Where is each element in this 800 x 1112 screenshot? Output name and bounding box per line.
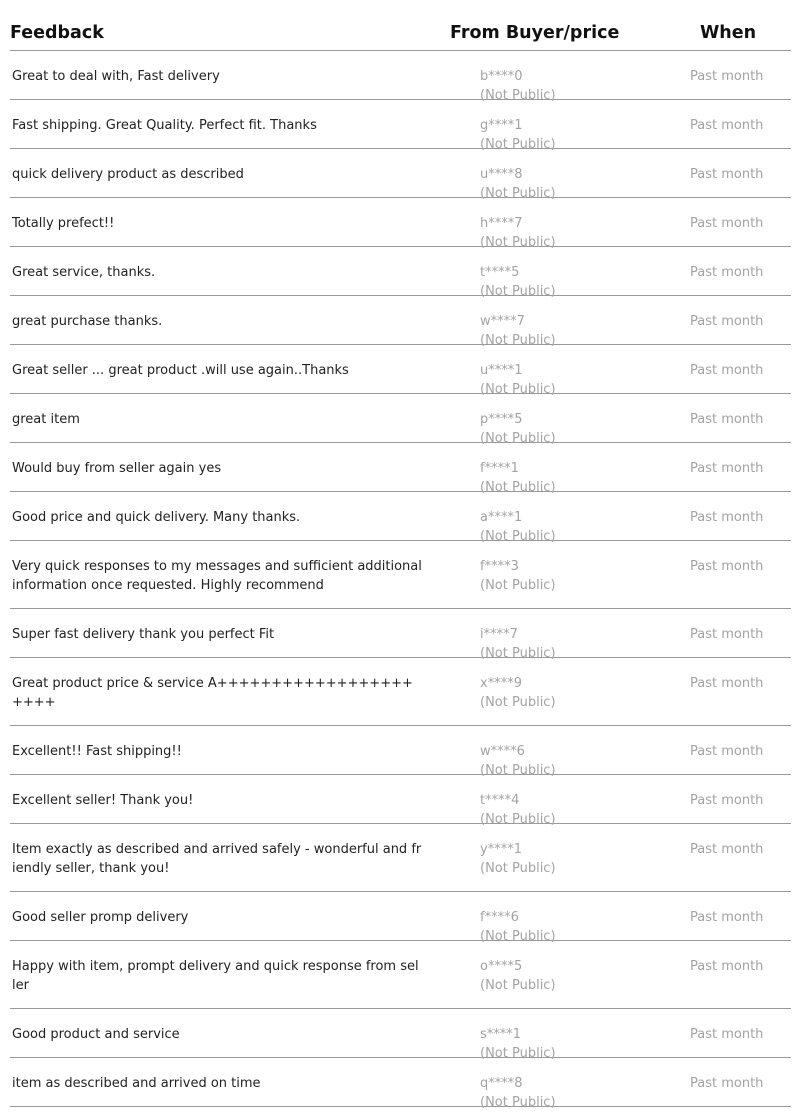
buyer-name: b****0: [480, 69, 523, 84]
feedback-text: Great product price & service A++++++++++++++++++++++: [12, 676, 413, 710]
table-row: [10, 775, 791, 827]
feedback-text: Happy with item, prompt delivery and quick response from seller: [12, 959, 419, 993]
buyer-cell: [480, 1074, 556, 1112]
table-row: [10, 492, 791, 544]
buyer-visibility: (Not Public): [480, 284, 556, 299]
feedback-date: Past month: [690, 910, 764, 925]
feedback-date: Past month: [690, 676, 764, 691]
buyer-visibility: (Not Public): [480, 431, 556, 446]
buyer-visibility: (Not Public): [480, 646, 556, 661]
feedback-text: Good seller promp delivery: [12, 910, 189, 925]
table-row: [10, 51, 791, 103]
buyer-visibility: (Not Public): [480, 763, 556, 778]
buyer-visibility: (Not Public): [480, 1046, 556, 1061]
feedback-text: quick delivery product as described: [12, 167, 244, 182]
feedback-text: Excellent seller! Thank you!: [12, 793, 194, 808]
buyer-cell: [480, 957, 556, 995]
feedback-text: item as described and arrived on time: [12, 1076, 261, 1091]
feedback-text: Great seller ... great product .will use again..Thanks: [12, 363, 349, 378]
buyer-visibility: (Not Public): [480, 529, 556, 544]
table-header: [10, 0, 791, 51]
buyer-visibility: (Not Public): [480, 88, 556, 103]
buyer-visibility: (Not Public): [480, 186, 556, 201]
feedback-date: Past month: [690, 793, 764, 808]
table-row: [10, 824, 791, 892]
feedback-text: Totally prefect!!: [12, 216, 115, 231]
feedback-text: great purchase thanks.: [12, 314, 163, 329]
feedback-text: Would buy from seller again yes: [12, 461, 222, 476]
buyer-name: o****5: [480, 959, 523, 974]
table-row: [10, 609, 791, 661]
feedback-date: Past month: [690, 167, 764, 182]
buyer-name: u****1: [480, 363, 523, 378]
feedback-text: great item: [12, 412, 80, 427]
buyer-name: p****5: [480, 412, 523, 427]
feedback-text: Great to deal with, Fast delivery: [12, 69, 220, 84]
feedback-table: [10, 0, 791, 1110]
when-column-header: When: [700, 23, 757, 43]
feedback-text: Great service, thanks.: [12, 265, 156, 280]
table-row: [10, 345, 791, 397]
feedback-date: Past month: [690, 216, 764, 231]
feedback-text: Excellent!! Fast shipping!!: [12, 744, 182, 759]
buyer-cell: [480, 557, 556, 595]
buyer-name: f****6: [480, 910, 519, 925]
buyer-cell: [480, 674, 556, 712]
buyer-visibility: (Not Public): [480, 235, 556, 250]
table-row: [10, 394, 791, 446]
buyer-visibility: (Not Public): [480, 695, 556, 710]
buyer-cell: [480, 840, 556, 878]
from-buyer-column-header: From Buyer/price: [450, 23, 620, 43]
feedback-date: Past month: [690, 510, 764, 525]
table-row: [10, 198, 791, 250]
feedback-text: Very quick responses to my messages and sufficient additional information once requested. Highly recommend: [12, 559, 422, 593]
table-row: [10, 541, 791, 609]
buyer-name: w****7: [480, 314, 525, 329]
buyer-name: f****3: [480, 559, 519, 574]
buyer-name: a****1: [480, 510, 523, 525]
feedback-text: Item exactly as described and arrived safely - wonderful and friendly seller, thank you!: [12, 842, 422, 876]
buyer-name: u****8: [480, 167, 523, 182]
feedback-date: Past month: [690, 1027, 764, 1042]
buyer-visibility: (Not Public): [480, 812, 556, 827]
buyer-name: g****1: [480, 118, 523, 133]
feedback-date: Past month: [690, 363, 764, 378]
table-row: [10, 149, 791, 201]
buyer-name: s****1: [480, 1027, 522, 1042]
table-row: [10, 100, 791, 152]
buyer-visibility: (Not Public): [480, 1095, 556, 1110]
buyer-name: x****9: [480, 676, 522, 691]
buyer-visibility: (Not Public): [480, 929, 556, 944]
feedback-date: Past month: [690, 627, 764, 642]
feedback-date: Past month: [690, 559, 764, 574]
buyer-name: t****4: [480, 793, 520, 808]
buyer-visibility: (Not Public): [480, 578, 556, 593]
table-row: [10, 941, 791, 1009]
feedback-text: Good product and service: [12, 1027, 180, 1042]
buyer-visibility: (Not Public): [480, 978, 556, 993]
buyer-name: y****1: [480, 842, 522, 857]
buyer-visibility: (Not Public): [480, 861, 556, 876]
feedback-text: Good price and quick delivery. Many thanks.: [12, 510, 301, 525]
feedback-date: Past month: [690, 744, 764, 759]
buyer-visibility: (Not Public): [480, 480, 556, 495]
feedback-date: Past month: [690, 412, 764, 427]
feedback-date: Past month: [690, 842, 764, 857]
buyer-name: i****7: [480, 627, 518, 642]
table-row: [10, 1009, 791, 1061]
feedback-date: Past month: [690, 69, 764, 84]
buyer-name: w****6: [480, 744, 525, 759]
feedback-text: Super fast delivery thank you perfect Fit: [12, 627, 275, 642]
feedback-date: Past month: [690, 1076, 764, 1091]
buyer-name: t****5: [480, 265, 520, 280]
table-row: [10, 296, 791, 348]
feedback-text: Fast shipping. Great Quality. Perfect fit. Thanks: [12, 118, 317, 133]
feedback-date: Past month: [690, 118, 764, 133]
table-row: [10, 443, 791, 495]
buyer-visibility: (Not Public): [480, 382, 556, 397]
feedback-date: Past month: [690, 959, 764, 974]
feedback-column-header: Feedback: [10, 23, 104, 43]
feedback-date: Past month: [690, 265, 764, 280]
table-row: [10, 726, 791, 778]
feedback-date: Past month: [690, 314, 764, 329]
buyer-name: h****7: [480, 216, 523, 231]
table-row: [10, 658, 791, 726]
buyer-name: q****8: [480, 1076, 523, 1091]
buyer-visibility: (Not Public): [480, 137, 556, 152]
feedback-date: Past month: [690, 461, 764, 476]
table-row: [10, 1058, 791, 1110]
table-row: [10, 247, 791, 299]
buyer-name: f****1: [480, 461, 519, 476]
buyer-visibility: (Not Public): [480, 333, 556, 348]
table-row: [10, 892, 791, 944]
